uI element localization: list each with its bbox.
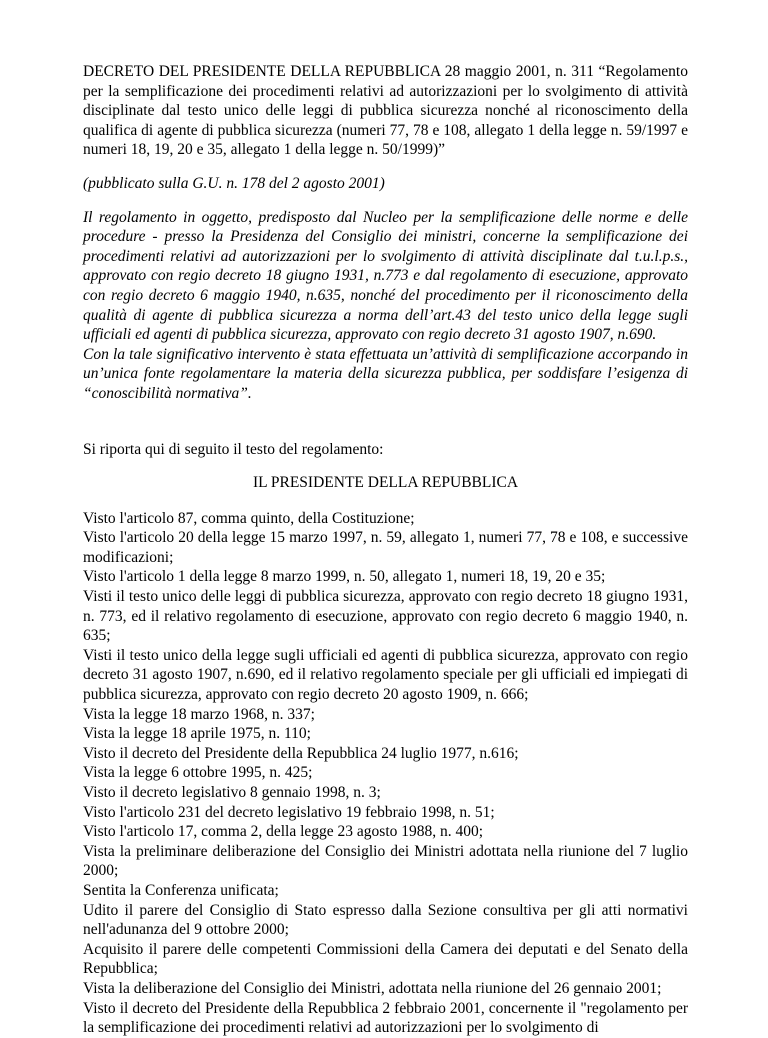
considerata-item: Vista la legge 18 aprile 1975, n. 110; — [83, 725, 311, 743]
considerata-item: Vista la legge 18 marzo 1968, n. 337; — [83, 705, 315, 723]
considerata-item: Vista la preliminare deliberazione del Consiglio dei Ministri adottata nella riunione del 7 luglio 2000; — [83, 842, 688, 880]
considerata-item: Visto l'articolo 17, comma 2, della legge 23 agosto 1988, n. 400; — [83, 823, 484, 841]
considerata-list — [83, 509, 688, 1038]
document-title: DECRETO DEL PRESIDENTE DELLA REPUBBLICA 28 maggio 2001, n. 311 “Regolamento per la semplificazione dei procedimenti relativi ad autorizzazioni per lo svolgimento di attività disciplinate dal testo unico delle leggi di pubblica sicurezza nonché al riconoscimento della qualifica di agente di pubblica sicurezza (numeri 77, 78 e 108, allegato 1 della legge n. 59/1997 e numeri 18, 19, 20 e 35, allegato 1 della legge n. 50/1999)” — [83, 63, 688, 159]
considerata-item: Visto l'articolo 20 della legge 15 marzo 1997, n. 59, allegato 1, numeri 77, 78 e 108, e successive modificazioni; — [83, 529, 688, 566]
section-heading: IL PRESIDENTE DELLA REPUBBLICA — [252, 474, 519, 492]
considerata-item: Udito il parere del Consiglio di Stato espresso dalla Sezione consultiva per gli atti normativi nell'adunanza del 9 ottobre 2000; — [83, 901, 688, 939]
publication-note: (pubblicato sulla G.U. n. 178 del 2 agosto 2001) — [83, 174, 385, 192]
considerata-item: Vista la legge 6 ottobre 1995, n. 425; — [83, 764, 313, 782]
considerata-item: Acquisito il parere delle competenti Commissioni della Camera dei deputati e del Senato della Repubblica; — [83, 940, 688, 978]
intro-text: Si riporta qui di seguito il testo del regolamento: — [83, 440, 384, 458]
considerata-item: Visto l'articolo 1 della legge 8 marzo 1999, n. 50, allegato 1, numeri 18, 19, 20 e 35; — [83, 568, 606, 586]
considerata-item: Vista la deliberazione del Consiglio dei Ministri, adottata nella riunione del 26 gennaio 2001; — [83, 979, 662, 997]
considerata-item: Visto il decreto del Presidente della Repubblica 24 luglio 1977, n.616; — [83, 744, 519, 762]
considerata-item: Visti il testo unico delle leggi di pubblica sicurezza, approvato con regio decreto 18 giugno 1931, n. 773, ed il relativo regolamento di esecuzione, approvato con regio decreto 6 maggio 1940, n. 635; — [83, 588, 688, 645]
considerata-item: Sentita la Conferenza unificata; — [83, 881, 279, 899]
considerata-item: Visto l'articolo 87, comma quinto, della Costituzione; — [83, 509, 415, 527]
considerata-item: Visto il decreto legislativo 8 gennaio 1998, n. 3; — [83, 784, 381, 801]
document-page — [83, 62, 688, 1038]
abstract-paragraph-2: Con la tale significativo intervento è stata effettuata un’attività di semplificazione accorpando in un’unica fonte regolamentare la materia della sicurezza pubblica, per soddisfare l’esigenza di “conoscibilità normativa”. — [83, 345, 688, 402]
considerata-item: Visto il decreto del Presidente della Repubblica 2 febbraio 2001, concernente il "regolamento per la semplificazione dei procedimenti relativi ad autorizzazioni per lo svolgimento di — [83, 999, 688, 1037]
abstract-paragraph-1: Il regolamento in oggetto, predisposto dal Nucleo per la semplificazione delle norme e delle procedure - presso la Presidenza del Consiglio dei ministri, concerne la semplificazione dei procedimenti relativi ad autorizzazioni per lo svolgimento di attività disciplinate dal t.u.l.p.s., approvato con regio decreto 18 giugno 1931, n.773 e dal regolamento di esecuzione, approvato con regio decreto 6 maggio 1940, n.635, nonché del procedimento per il riconoscimento della qualità di agente di pubblica sicurezza a norma dell’art.43 del testo unico della legge sugli ufficiali ed agenti di pubblica sicurezza, approvato con regio decreto 31 agosto 1907, n.690. — [83, 208, 688, 344]
considerata-item: Visti il testo unico della legge sugli ufficiali ed agenti di pubblica sicurezza, approvato con regio decreto 31 agosto 1907, n.690, ed il relativo regolamento speciale per gli ufficiali ed impiegati di pubblica sicurezza, approvato con regio decreto 20 agosto 1909, n. 666; — [83, 646, 688, 704]
considerata-item: Visto l'articolo 231 del decreto legislativo 19 febbraio 1998, n. 51; — [83, 803, 495, 821]
